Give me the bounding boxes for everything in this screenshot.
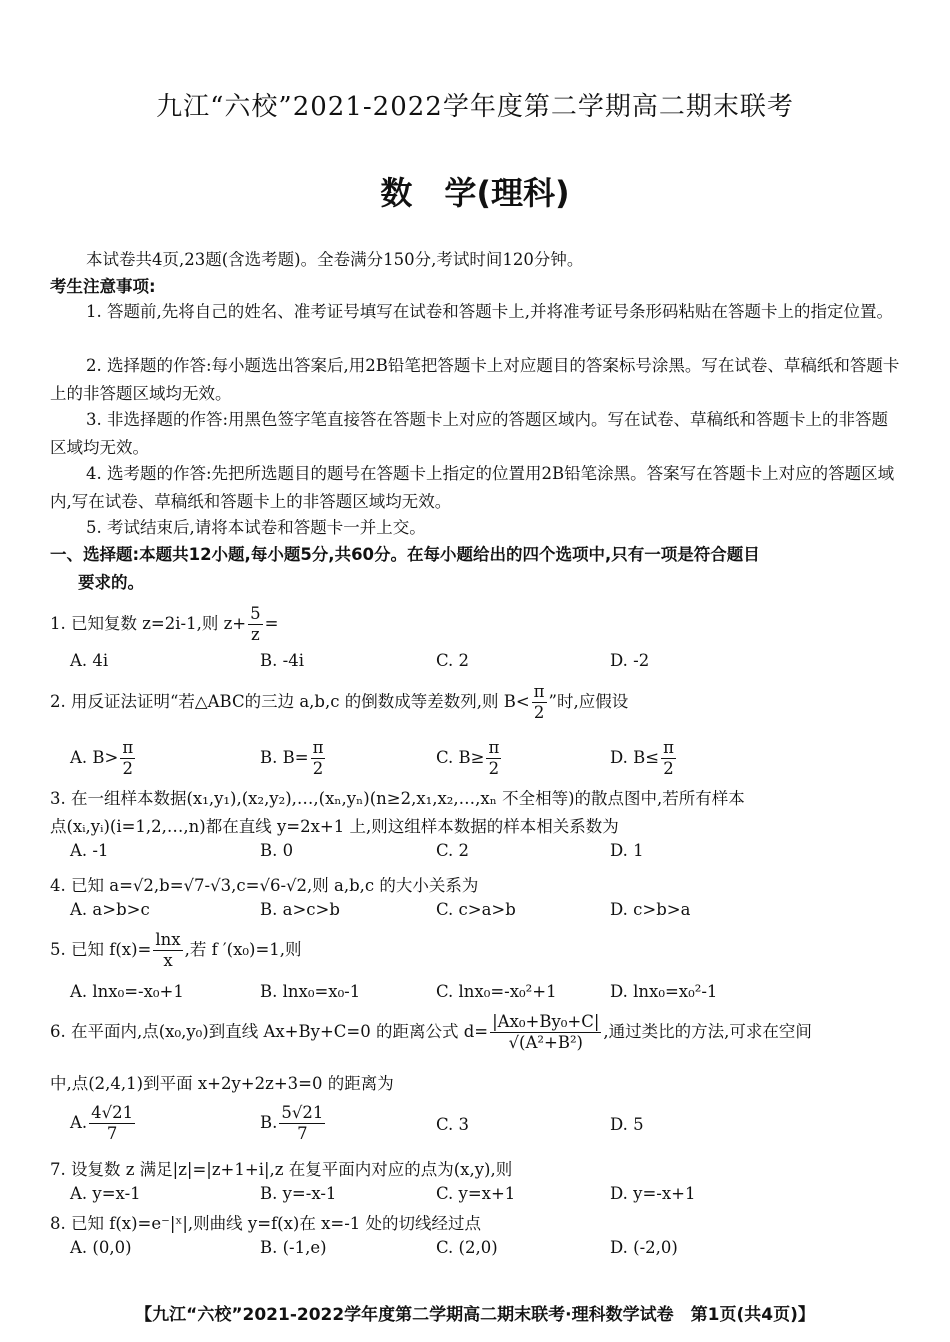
q5-den: x — [163, 951, 173, 970]
q6-option-b[interactable] — [260, 1103, 327, 1144]
q2-option-b[interactable] — [260, 738, 327, 779]
q6-a-den: 7 — [106, 1124, 118, 1143]
note-4: 4. 选考题的作答:先把所选题目的题号在答题卡上指定的位置用2B铅笔涂黑。答案写在答题卡上对应的答题区域内,写在试卷、草稿纸和答题卡上的非答题区域均无效。 — [50, 464, 895, 511]
q1-option-d[interactable]: D. -2 — [610, 651, 650, 670]
q5-option-d[interactable]: D. lnx₀=x₀²-1 — [610, 982, 718, 1001]
q6-num: |Ax₀+By₀+C| — [492, 1012, 600, 1031]
q2-tail: ”时,应假设 — [548, 692, 629, 711]
q3-option-b[interactable]: B. 0 — [260, 841, 294, 860]
q6-b-den: 7 — [297, 1124, 308, 1143]
q7-option-a[interactable]: A. y=x-1 — [70, 1184, 141, 1203]
q4-option-d[interactable]: D. c>b>a — [610, 900, 691, 919]
q7-option-b[interactable]: B. y=-x-1 — [260, 1184, 337, 1203]
q4-option-a[interactable]: A. a>b>c — [70, 900, 150, 919]
question-2 — [50, 682, 910, 723]
q2-stem: 2. 用反证法证明“若△ABC的三边 a,b,c 的倒数成等差数列,则 B< — [50, 692, 530, 711]
q5-num: lnx — [155, 930, 181, 949]
q6-option-c[interactable]: C. 3 — [436, 1115, 470, 1134]
q2-option-d[interactable] — [610, 738, 678, 779]
q8-option-a[interactable]: A. (0,0) — [70, 1238, 132, 1257]
q2-num: π — [533, 682, 545, 701]
q5-option-a[interactable]: A. lnx₀=-x₀+1 — [70, 982, 184, 1001]
q3-option-d[interactable]: D. 1 — [610, 841, 644, 860]
q3-option-a[interactable]: A. -1 — [70, 841, 109, 860]
q6-fraction — [490, 1012, 601, 1053]
section-heading-line2: 要求的。 — [78, 573, 144, 592]
q2-c-num: π — [488, 738, 500, 757]
q8-option-d[interactable]: D. (-2,0) — [610, 1238, 678, 1257]
q1-tail: = — [264, 614, 279, 633]
q1-options — [70, 651, 910, 679]
note-1: 1. 答题前,先将自己的姓名、准考证号填写在试卷和答题卡上,并将准考证号条形码粘贴在答题卡上的指定位置。 — [86, 302, 893, 321]
exam-summary: 本试卷共4页,23题(含选考题)。全卷满分150分,考试时间120分钟。 — [86, 250, 584, 269]
q5-option-b[interactable]: B. lnx₀=x₀-1 — [260, 982, 361, 1001]
q1-den: z — [251, 625, 260, 644]
q3-line1: 3. 在一组样本数据(x₁,y₁),(x₂,y₂),…,(xₙ,yₙ)(n≥2,x₁,x₂,…,xₙ 不全相等)的散点图中,若所有样本 — [50, 789, 745, 808]
q8-options — [70, 1238, 910, 1266]
q5-fraction — [153, 930, 182, 971]
q6-options — [70, 1103, 910, 1149]
q7-options — [70, 1184, 910, 1212]
q1-option-a[interactable]: A. 4i — [70, 651, 109, 670]
q5-options — [70, 982, 910, 1010]
q2-a-num: π — [122, 738, 134, 757]
exam-title: 九江“六校”2021-2022学年度第二学期高二期末联考 — [156, 92, 794, 122]
question-6 — [50, 1012, 910, 1053]
q7-option-c[interactable]: C. y=x+1 — [436, 1184, 516, 1203]
q8-option-b[interactable]: B. (-1,e) — [260, 1238, 327, 1257]
q2-b-num: π — [312, 738, 324, 757]
notes-title: 考生注意事项: — [50, 277, 156, 296]
q5-option-c[interactable]: C. lnx₀=-x₀²+1 — [436, 982, 557, 1001]
subject-title: 数 学(理科) — [380, 174, 570, 212]
q2-b-den: 2 — [312, 759, 324, 778]
q6-a-label: A. — [70, 1113, 88, 1132]
q2-a-label: A. B> — [70, 748, 119, 767]
q6-tail: ,通过类比的方法,可求在空间 — [603, 1022, 812, 1041]
q2-option-c[interactable] — [436, 738, 503, 779]
note-5: 5. 考试结束后,请将本试卷和答题卡一并上交。 — [86, 518, 426, 537]
q7-option-d[interactable]: D. y=-x+1 — [610, 1184, 696, 1203]
q1-stem: 1. 已知复数 z=2i-1,则 z+ — [50, 614, 247, 633]
q1-option-c[interactable]: C. 2 — [436, 651, 470, 670]
q2-a-den: 2 — [122, 759, 134, 778]
note-3: 3. 非选择题的作答:用黑色签字笔直接答在答题卡上对应的答题区域内。写在试卷、草稿纸和答题卡上的非答题区域均无效。 — [50, 410, 889, 457]
q6-b-num: 5√21 — [281, 1103, 324, 1122]
q3-option-c[interactable]: C. 2 — [436, 841, 470, 860]
q2-option-a[interactable] — [70, 738, 137, 779]
q6-option-a[interactable] — [70, 1103, 137, 1144]
q6-option-d[interactable]: D. 5 — [610, 1115, 644, 1134]
section-heading — [50, 541, 902, 597]
q2-options — [70, 738, 910, 782]
question-4: 4. 已知 a=√2,b=√7-√3,c=√6-√2,则 a,b,c 的大小关系为 — [50, 876, 479, 895]
q5-tail: ,若 f ′(x₀)=1,则 — [184, 940, 302, 959]
q4-option-b[interactable]: B. a>c>b — [260, 900, 340, 919]
q2-d-label: D. B≤ — [610, 748, 660, 767]
q6-a-num: 4√21 — [91, 1103, 134, 1122]
q5-stem: 5. 已知 f(x)= — [50, 940, 152, 959]
page-footer: 【九江“六校”2021-2022学年度第二学期高二期末联考·理科数学试卷 第1页(共4页)】 — [135, 1305, 815, 1325]
note-2: 2. 选择题的作答:每小题选出答案后,用2B铅笔把答题卡上对应题目的答案标号涂黑。写在试卷、草稿纸和答题卡上的非答题区域均无效。 — [50, 356, 900, 403]
question-3 — [50, 785, 910, 841]
question-8: 8. 已知 f(x)=e⁻|ˣ|,则曲线 y=f(x)在 x=-1 处的切线经过点 — [50, 1214, 482, 1233]
q2-b-label: B. B= — [260, 748, 309, 767]
question-1 — [50, 604, 910, 645]
q2-d-num: π — [663, 738, 674, 757]
q3-line2: 点(xᵢ,yᵢ)(i=1,2,…,n)都在直线 y=2x+1 上,则这组样本数据的样本相关系数为 — [50, 817, 619, 836]
q6-line2: 中,点(2,4,1)到平面 x+2y+2z+3=0 的距离为 — [50, 1074, 394, 1093]
question-5 — [50, 930, 910, 971]
q2-c-label: C. B≥ — [436, 748, 485, 767]
q6-stem: 6. 在平面内,点(x₀,y₀)到直线 Ax+By+C=0 的距离公式 d= — [50, 1022, 489, 1041]
question-7: 7. 设复数 z 满足|z|=|z+1+i|,z 在复平面内对应的点为(x,y),则 — [50, 1160, 513, 1179]
q1-num: 5 — [250, 604, 261, 623]
q2-d-den: 2 — [663, 759, 674, 778]
q1-option-b[interactable]: B. -4i — [260, 651, 304, 670]
section-heading-line1: 一、选择题:本题共12小题,每小题5分,共60分。在每小题给出的四个选项中,只有一项是符合题目 — [50, 545, 760, 564]
q3-options — [70, 841, 910, 869]
q2-den: 2 — [533, 703, 545, 722]
q4-option-c[interactable]: C. c>a>b — [436, 900, 516, 919]
q6-b-label: B. — [260, 1113, 278, 1132]
q2-c-den: 2 — [488, 759, 500, 778]
q1-fraction — [248, 604, 263, 645]
q6-den: √(A²+B²) — [508, 1033, 583, 1052]
q4-options — [70, 900, 910, 928]
q8-option-c[interactable]: C. (2,0) — [436, 1238, 498, 1257]
q2-fraction — [532, 682, 547, 723]
